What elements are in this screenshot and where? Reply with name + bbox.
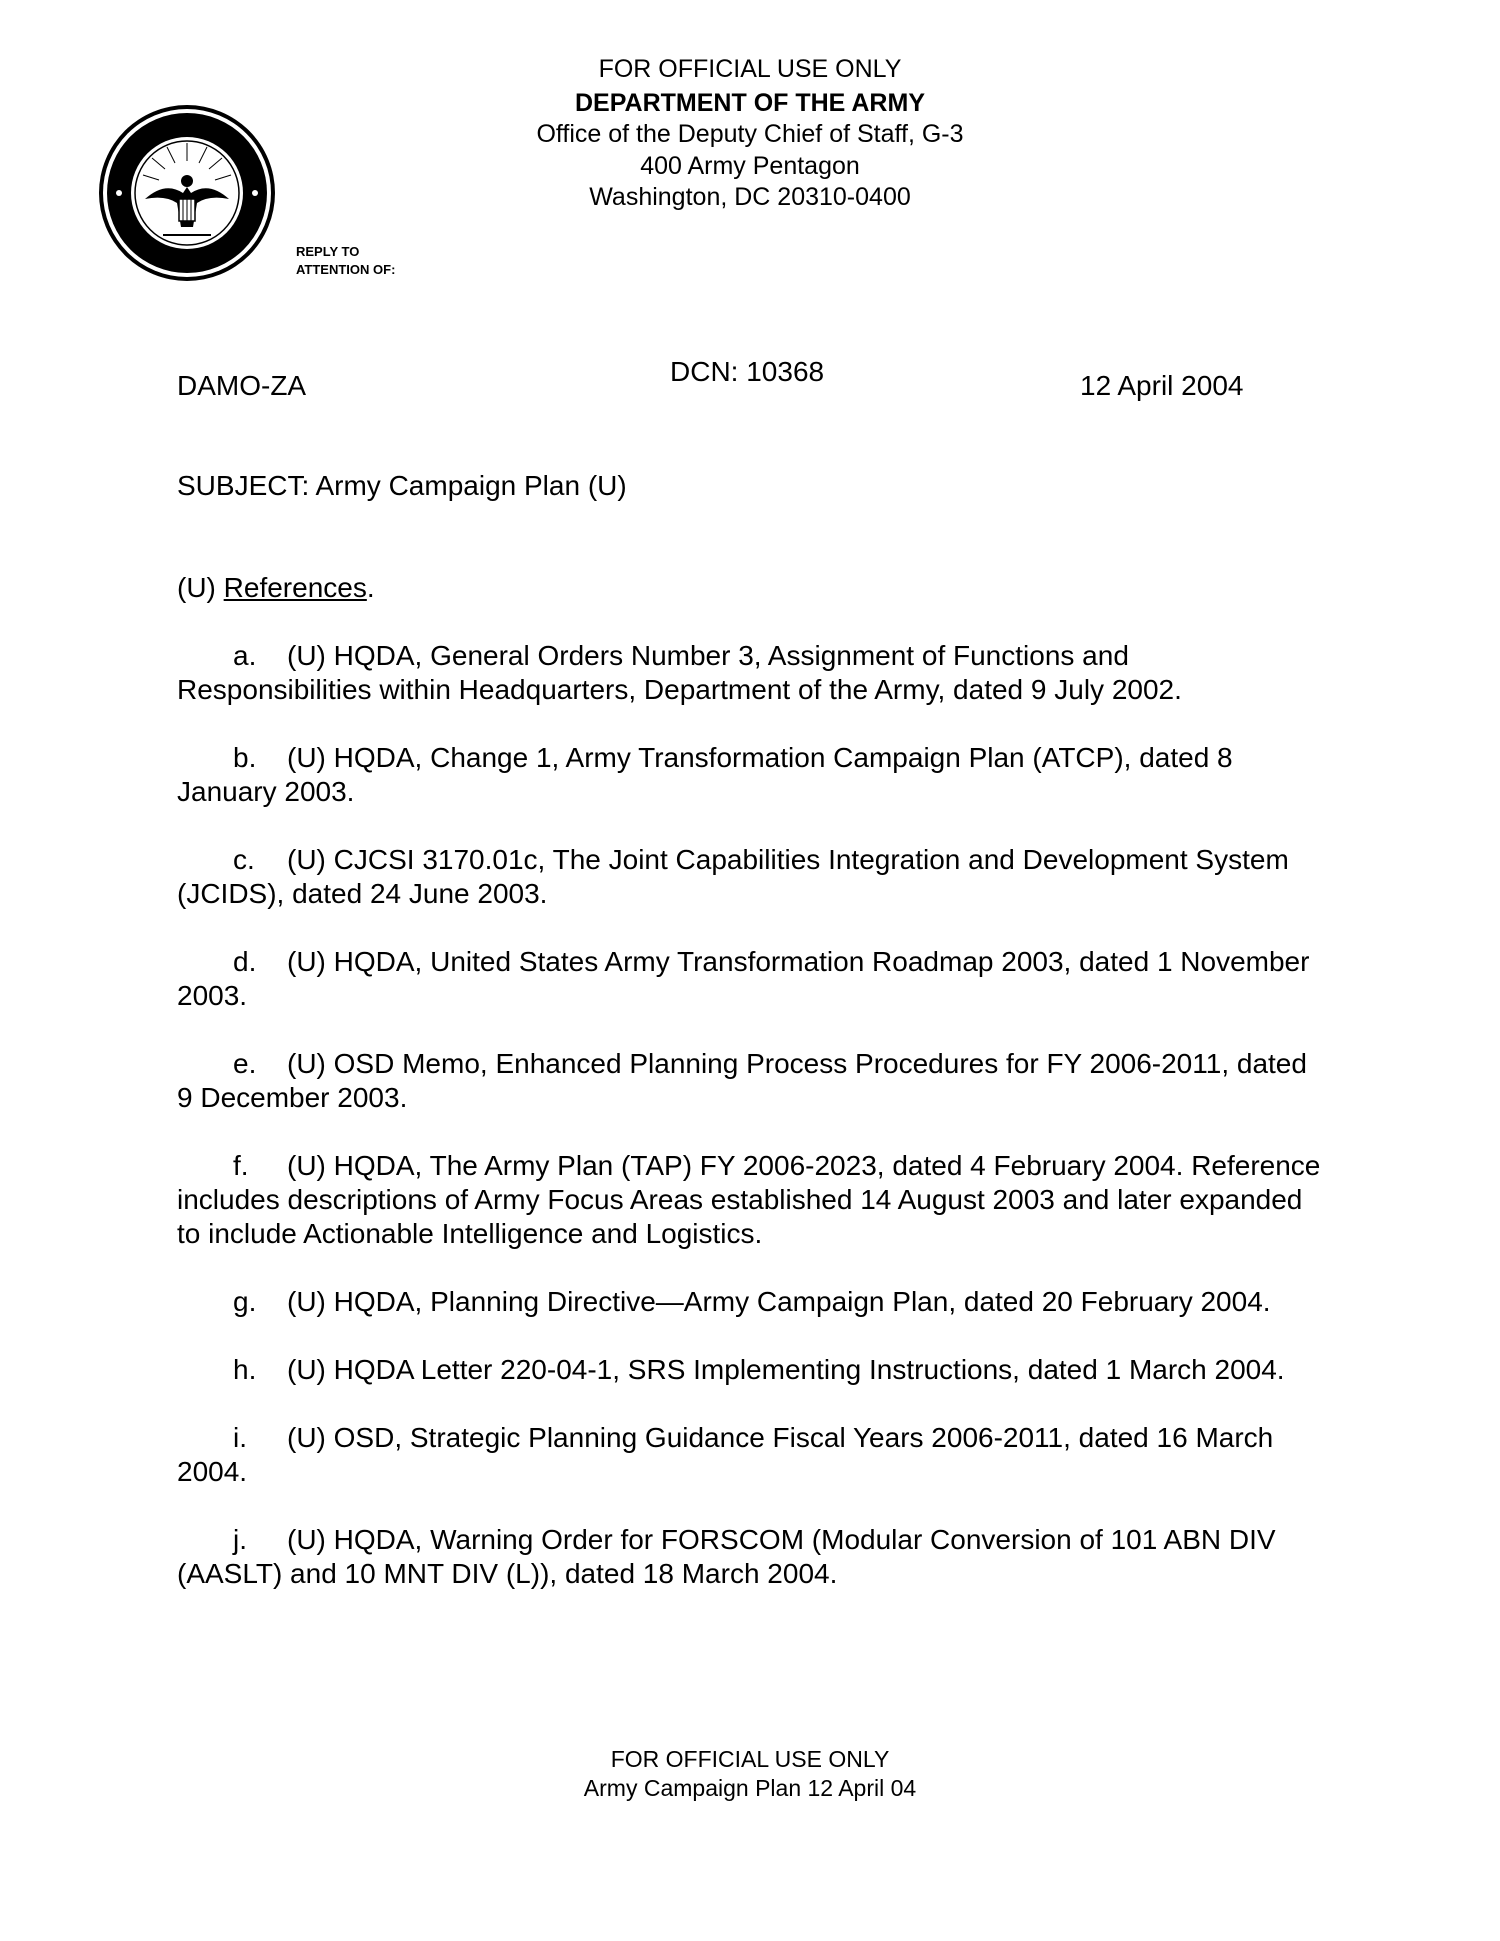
reference-text: (U) CJCSI 3170.01c, The Joint Capabilities Integration and Development System (JCIDS), dated 24 June 2003. <box>177 844 1289 909</box>
reference-text: (U) HQDA, Planning Directive—Army Campaign Plan, dated 20 February 2004. <box>287 1286 1271 1317</box>
reference-letter: h. <box>233 1354 257 1385</box>
reference-item <box>177 1285 1327 1319</box>
reference-text: (U) HQDA, United States Army Transformation Roadmap 2003, dated 1 November 2003. <box>177 946 1310 1011</box>
reply-to-line-2: ATTENTION OF: <box>296 262 396 277</box>
reference-letter: e. <box>233 1048 257 1079</box>
references-label: References <box>223 572 367 603</box>
reference-letter: i. <box>233 1422 247 1453</box>
reference-item <box>177 639 1327 707</box>
reference-text: (U) HQDA, The Army Plan (TAP) FY 2006-2023, dated 4 February 2004. Reference includes descriptions of Army Focus Areas established 14 August 2003 and later expanded to include Actionable Intelligence and Logistics. <box>177 1150 1321 1249</box>
footer-classification: FOR OFFICIAL USE ONLY <box>610 1746 890 1772</box>
reference-text: (U) HQDA, Warning Order for FORSCOM (Modular Conversion of 101 ABN DIV (AASLT) and 10 MNT DIV (L)), dated 18 March 2004. <box>177 1524 1276 1589</box>
department-of-defense-seal-icon <box>97 103 277 283</box>
references-heading <box>177 572 375 604</box>
references-prefix: (U) <box>177 572 224 603</box>
reference-text: (U) HQDA, Change 1, Army Transformation Campaign Plan (ATCP), dated 8 January 2003. <box>177 742 1233 807</box>
header-classification: FOR OFFICIAL USE ONLY <box>598 55 902 83</box>
reference-letter: b. <box>233 742 257 773</box>
office-address: 400 Army Pentagon <box>640 152 860 180</box>
reference-item <box>177 945 1327 1013</box>
reference-text: (U) HQDA, General Orders Number 3, Assignment of Functions and Responsibilities within Headquarters, Department of the Army, dated 9 July 2002. <box>177 640 1182 705</box>
reference-item <box>177 1149 1327 1251</box>
reference-item <box>177 1353 1327 1387</box>
footer-document-label: Army Campaign Plan 12 April 04 <box>583 1775 917 1801</box>
subject-line: SUBJECT: Army Campaign Plan (U) <box>177 470 627 501</box>
reference-text: (U) HQDA Letter 220-04-1, SRS Implementing Instructions, dated 1 March 2004. <box>287 1354 1285 1385</box>
reference-item <box>177 1047 1327 1115</box>
reference-letter: d. <box>233 946 257 977</box>
reference-text: (U) OSD Memo, Enhanced Planning Process Procedures for FY 2006-2011, dated 9 December 2003. <box>177 1048 1307 1113</box>
department-title: DEPARTMENT OF THE ARMY <box>575 89 925 117</box>
reference-item <box>177 1421 1327 1489</box>
reference-letter: f. <box>233 1150 249 1181</box>
office-name: Office of the Deputy Chief of Staff, G-3 <box>536 120 964 148</box>
reference-letter: c. <box>233 844 255 875</box>
reference-letter: g. <box>233 1286 257 1317</box>
references-suffix: . <box>366 572 375 603</box>
office-symbol: DAMO-ZA <box>177 370 307 401</box>
references-list <box>177 639 1327 1625</box>
memo-date: 12 April 2004 <box>1080 370 1244 401</box>
office-city: Washington, DC 20310-0400 <box>589 183 911 211</box>
reference-letter: a. <box>233 640 257 671</box>
reply-to-label <box>296 243 395 279</box>
reference-letter: j. <box>233 1524 247 1555</box>
reference-text: (U) OSD, Strategic Planning Guidance Fiscal Years 2006-2011, dated 16 March 2004. <box>177 1422 1274 1487</box>
document-control-number: DCN: 10368 <box>670 356 825 387</box>
reference-item <box>177 741 1327 809</box>
reference-item <box>177 1523 1327 1591</box>
reply-to-line-1: REPLY TO <box>296 244 360 259</box>
reference-item <box>177 843 1327 911</box>
